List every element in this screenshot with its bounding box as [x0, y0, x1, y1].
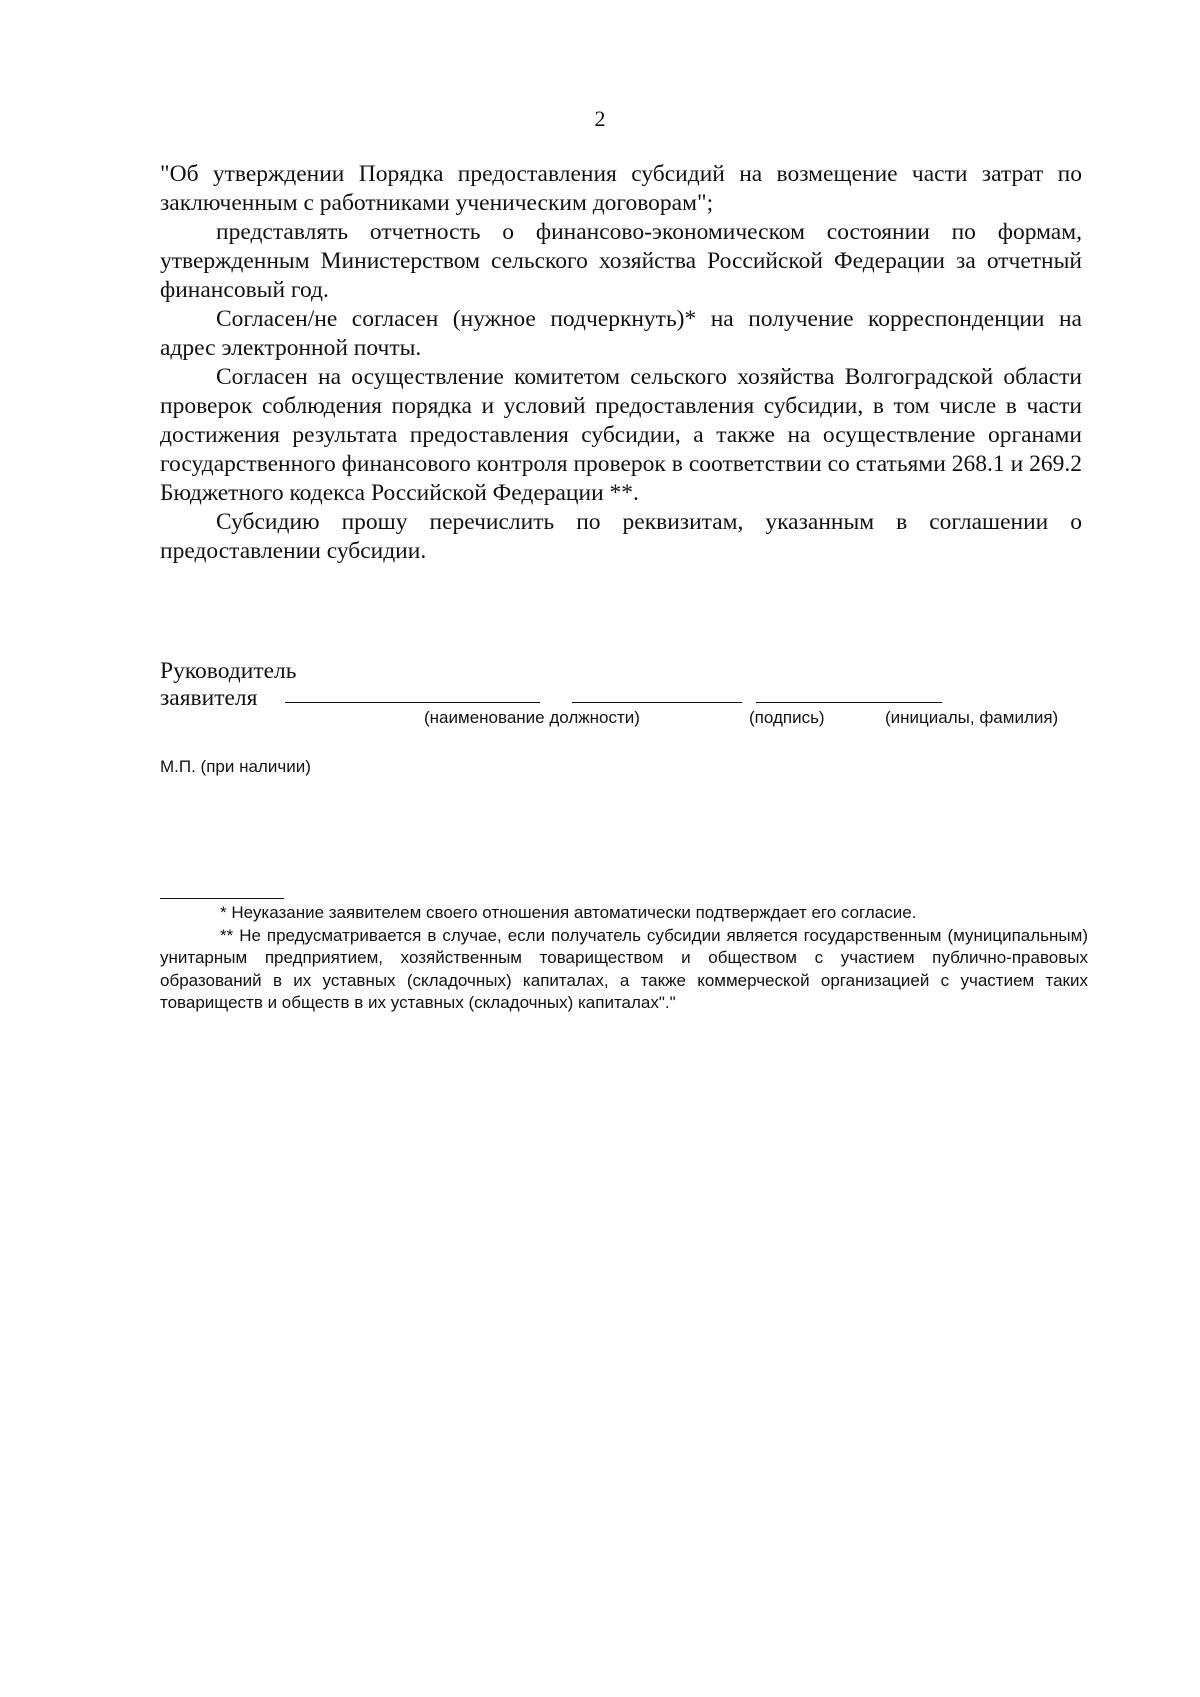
footnotes — [160, 902, 1088, 1015]
footnote-2: ** Не предусматривается в случае, если получатель субсидии является государственным (муниципальным) унитарным предприятием, хозяйственным товариществом и обществом с участием публично-правовых образований в их уставных (складочных) капиталах, а также коммерческой организацией с участием таких товариществ и обществ в их уставных (складочных) капиталах"." — [160, 925, 1088, 1012]
signature-line — [572, 702, 742, 703]
name-line — [756, 702, 942, 703]
signature-label-line1: Руководитель — [160, 658, 297, 684]
document-body — [160, 160, 1082, 566]
name-caption: (инициалы, фамилия) — [885, 708, 1059, 727]
paragraph-inspection-consent: Согласен на осуществление комитетом сельского хозяйства Волгоградской области проверок соблюдения порядка и условий предоставления субсидии, в том числе в части достижения результата предоставления субсидии, а также на осуществление органами государственного финансового контроля проверок в соответствии со статьями 268.1 и 269.2 Бюджетного кодекса Российской Федерации **. — [160, 364, 1082, 506]
position-caption: (наименование должности) — [424, 708, 640, 727]
stamp-note: М.П. (при наличии) — [160, 757, 311, 776]
page-number: 2 — [594, 106, 606, 131]
footnote-1: * Неуказание заявителем своего отношения автоматически подтверждает его согласие. — [220, 903, 917, 922]
paragraph-order-title: "Об утверждении Порядка предоставления субсидий на возмещение части затрат по заключенным с работниками ученическим договорам"; — [160, 161, 1082, 216]
signature-label — [160, 658, 296, 712]
footnote-divider — [160, 898, 284, 899]
paragraph-payment-details: Субсидию прошу перечислить по реквизитам, указанным в соглашении о предоставлении субсидии. — [160, 509, 1082, 564]
position-line — [285, 702, 540, 703]
paragraph-reporting: представлять отчетность о финансово-экономическом состоянии по формам, утвержденным Министерством сельского хозяйства Российской Федерации за отчетный финансовый год. — [160, 219, 1082, 303]
signature-label-line2: заявителя — [160, 685, 258, 711]
paragraph-email-consent: Согласен/не согласен (нужное подчеркнуть)* на получение корреспонденции на адрес электронной почты. — [160, 306, 1082, 361]
signature-caption: (подпись) — [749, 708, 825, 727]
signature-block — [160, 658, 1090, 738]
